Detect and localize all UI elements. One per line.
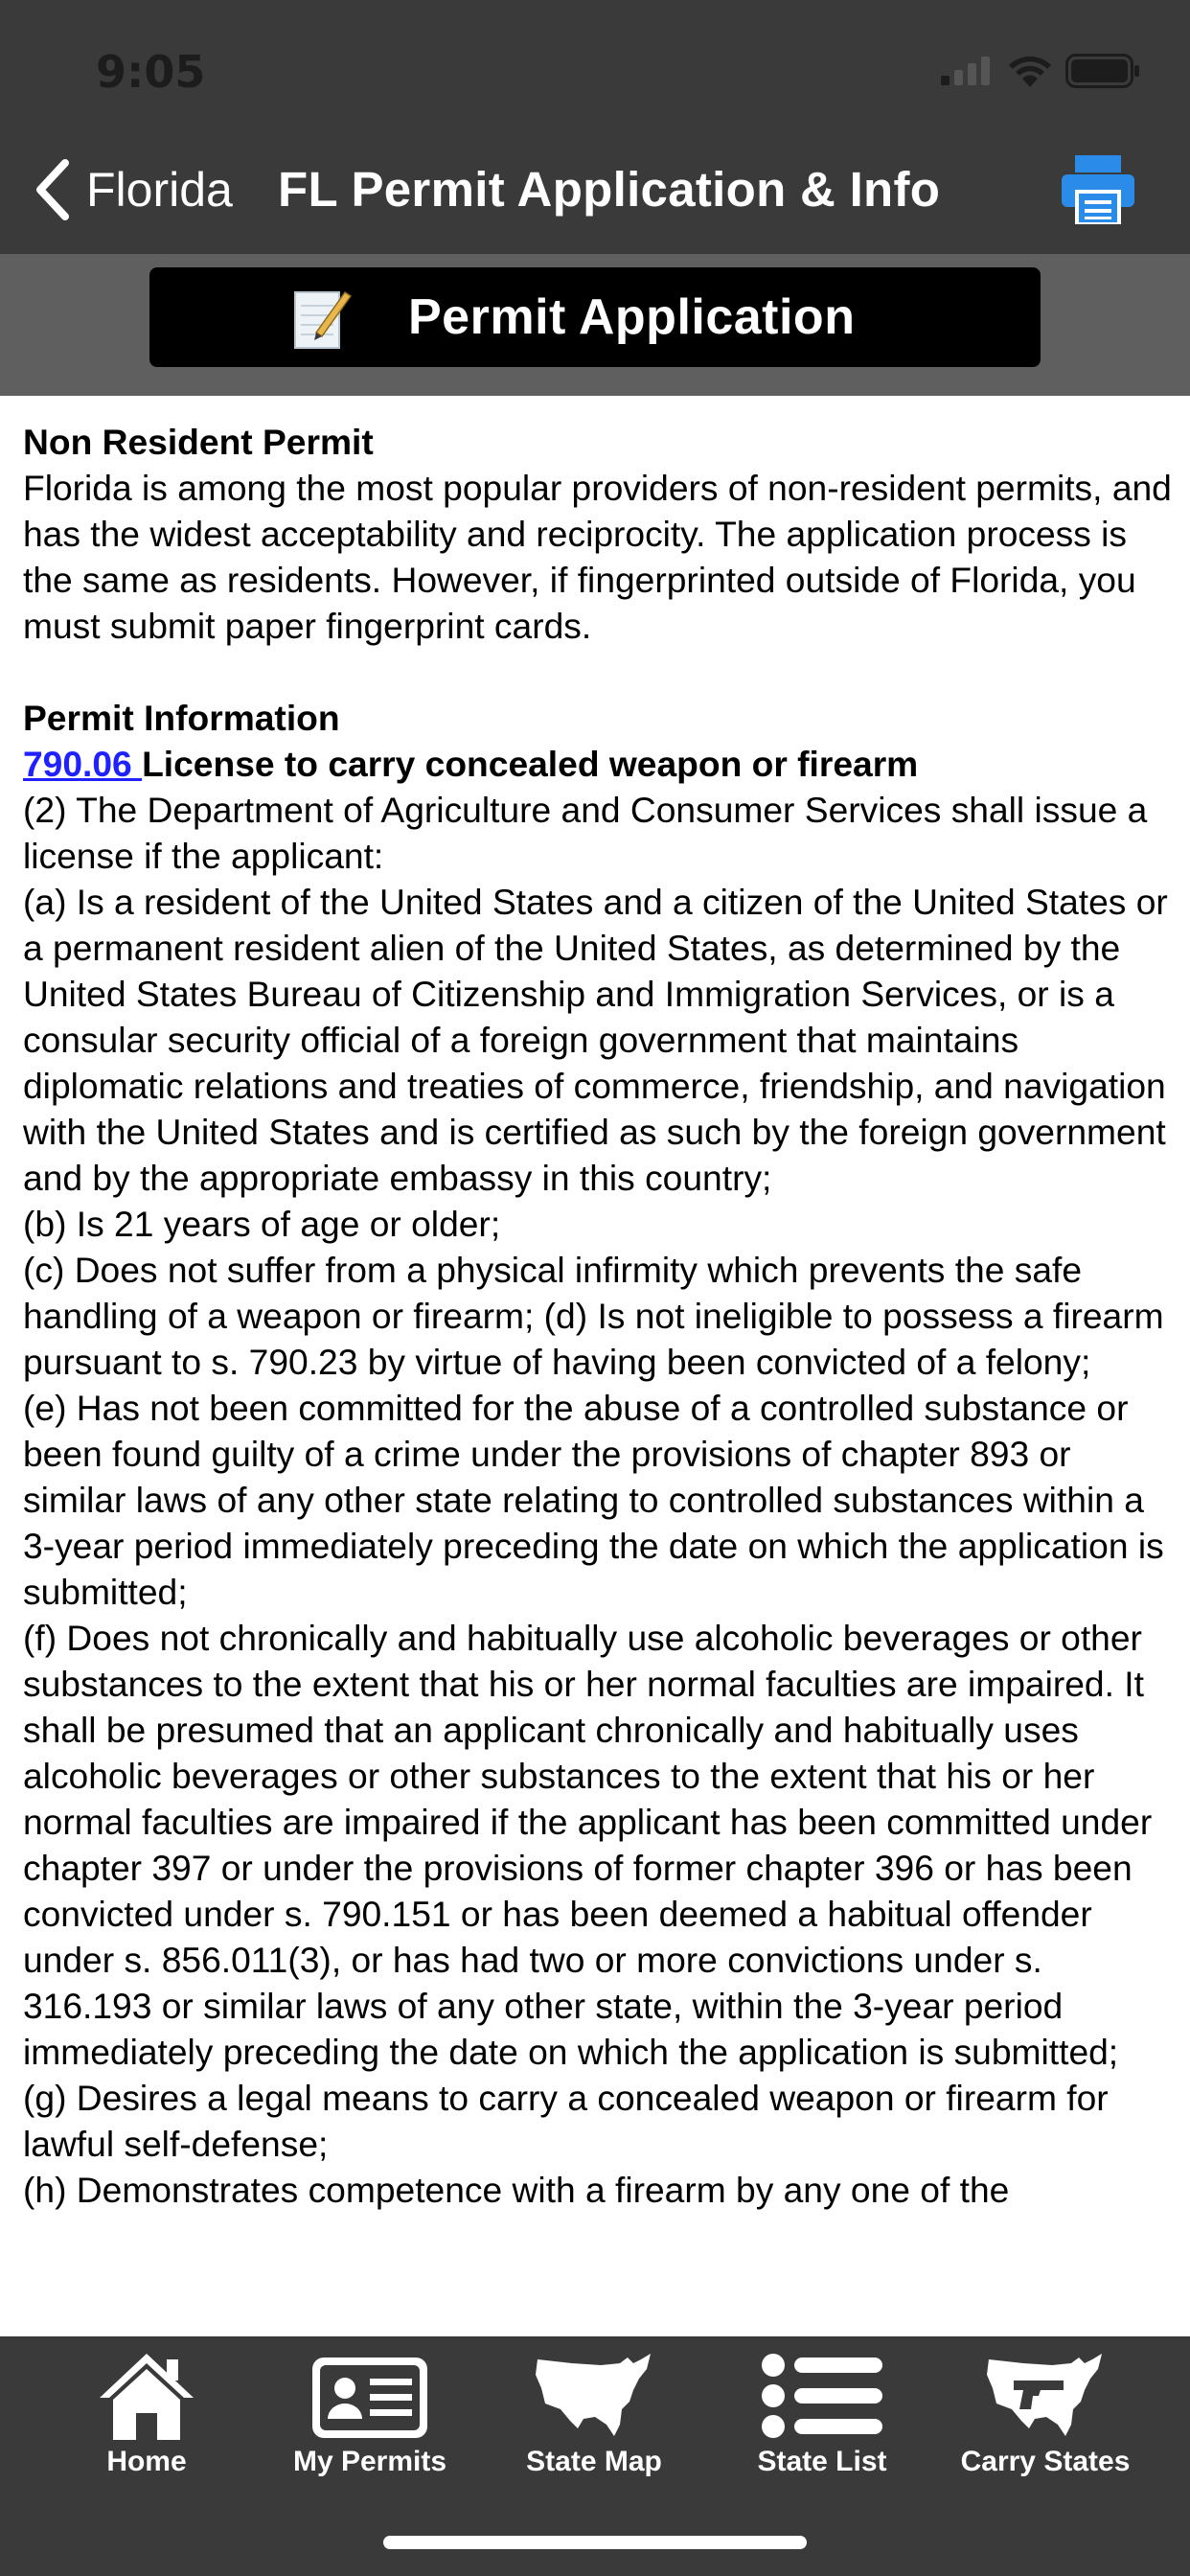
statute-title: License to carry concealed weapon or firearm: [142, 744, 919, 784]
tab-carry-states[interactable]: [954, 2350, 1136, 2494]
tab-label: My Permits: [292, 2446, 447, 2477]
statute-paragraph: (b) Is 21 years of age or older;: [23, 1204, 501, 1244]
statute-heading: [23, 741, 1173, 787]
status-bar: [0, 0, 1190, 144]
home-icon: [96, 2350, 197, 2442]
statute-paragraph: (h) Demonstrates competence with a firearm by any one of the: [23, 2170, 1010, 2210]
list-icon: [760, 2350, 884, 2442]
statute-paragraph: (g) Desires a legal means to carry a concealed weapon or firearm for lawful self-defense;: [23, 2078, 1109, 2164]
tab-label: Home: [106, 2446, 187, 2477]
chevron-left-icon: [34, 159, 73, 220]
wifi-icon: [1008, 55, 1052, 87]
permit-application-button[interactable]: [149, 267, 1041, 367]
battery-icon: [1065, 54, 1140, 88]
tab-state-map[interactable]: [514, 2350, 675, 2494]
us-map-icon: [534, 2350, 654, 2442]
statute-paragraph: (2) The Department of Agriculture and Consumer Services shall issue a license if the applicant:: [23, 790, 1148, 876]
us-map-gun-icon: [985, 2350, 1106, 2442]
tab-label: Carry States: [960, 2446, 1131, 2477]
permit-info-content[interactable]: [23, 396, 1173, 2336]
tab-my-permits[interactable]: [284, 2350, 456, 2494]
notepad-icon: [293, 287, 353, 350]
statute-paragraph: (f) Does not chronically and habitually use alcoholic beverages or other substances to the extent that his or her normal faculties are impaired. It shall be presumed that an applicant chronically and habitually uses alcoholic beverages or other substances to the extent that his or her normal faculties are impaired if the applicant has been committed under chapter 397 or under the provisions of former chapter 396 or has been convicted under s. 790.151 or has been deemed a habitual offender under s. 856.011(3), or has had two or more convictions under s. 316.193 or similar laws of any other state, within the 3-year period immediately preceding the date on which the application is submitted;: [23, 1618, 1153, 2072]
tab-label: State Map: [526, 2446, 662, 2477]
statute-paragraph: (e) Has not been committed for the abuse of a controlled substance or been found guilty of a crime under the provisions of chapter 893 or similar laws of any other state relating to controlled substances within a 3-year period immediately preceding the date on which the application is submitted;: [23, 1388, 1164, 1612]
id-card-icon: [309, 2350, 431, 2442]
print-button[interactable]: [1062, 155, 1134, 224]
permit-application-label: Permit Application: [408, 289, 856, 345]
home-indicator[interactable]: [383, 2536, 807, 2549]
cellular-signal-icon: [941, 57, 995, 85]
tab-state-list[interactable]: [742, 2350, 903, 2494]
top-chrome: [0, 0, 1190, 254]
tab-label: State List: [757, 2446, 887, 2477]
permit-info-heading: Permit Information: [23, 698, 340, 738]
nonresident-text: Florida is among the most popular providers of non-resident permits, and has the widest acceptability and reciprocity. The application process is the same as residents. However, if fingerprinted outside of Florida, you must submit paper fingerprint cards.: [23, 468, 1172, 646]
status-time: 9:05: [96, 46, 206, 98]
navigation-bar: [0, 144, 1190, 254]
statute-paragraph: (a) Is a resident of the United States and a citizen of the United States or a permanent resident alien of the United States, as determined by the United States Bureau of Citizenship and Immigration Services, or is a consular security official of a foreign government that maintains diplomatic relations and treaties of commerce, friendship, and navigation with the United States and is certified as such by the foreign government and by the appropriate embassy in this country;: [23, 882, 1168, 1198]
permit-application-band: [0, 254, 1190, 396]
status-icons: [941, 54, 1140, 88]
tab-home[interactable]: [94, 2350, 199, 2494]
printer-icon: [1062, 155, 1134, 224]
back-label: Florida: [86, 163, 233, 217]
statute-link[interactable]: 790.06: [23, 744, 143, 784]
section-spacer: [23, 649, 1173, 695]
statute-paragraph: (c) Does not suffer from a physical infirmity which prevents the safe handling of a weapon or firearm; (d) Is not ineligible to possess a firearm pursuant to s. 790.23 by virtue of having been convicted of a felony;: [23, 1250, 1164, 1382]
nonresident-heading: Non Resident Permit: [23, 422, 374, 462]
page-title: FL Permit Application & Info: [278, 162, 941, 217]
back-button[interactable]: [34, 151, 233, 228]
